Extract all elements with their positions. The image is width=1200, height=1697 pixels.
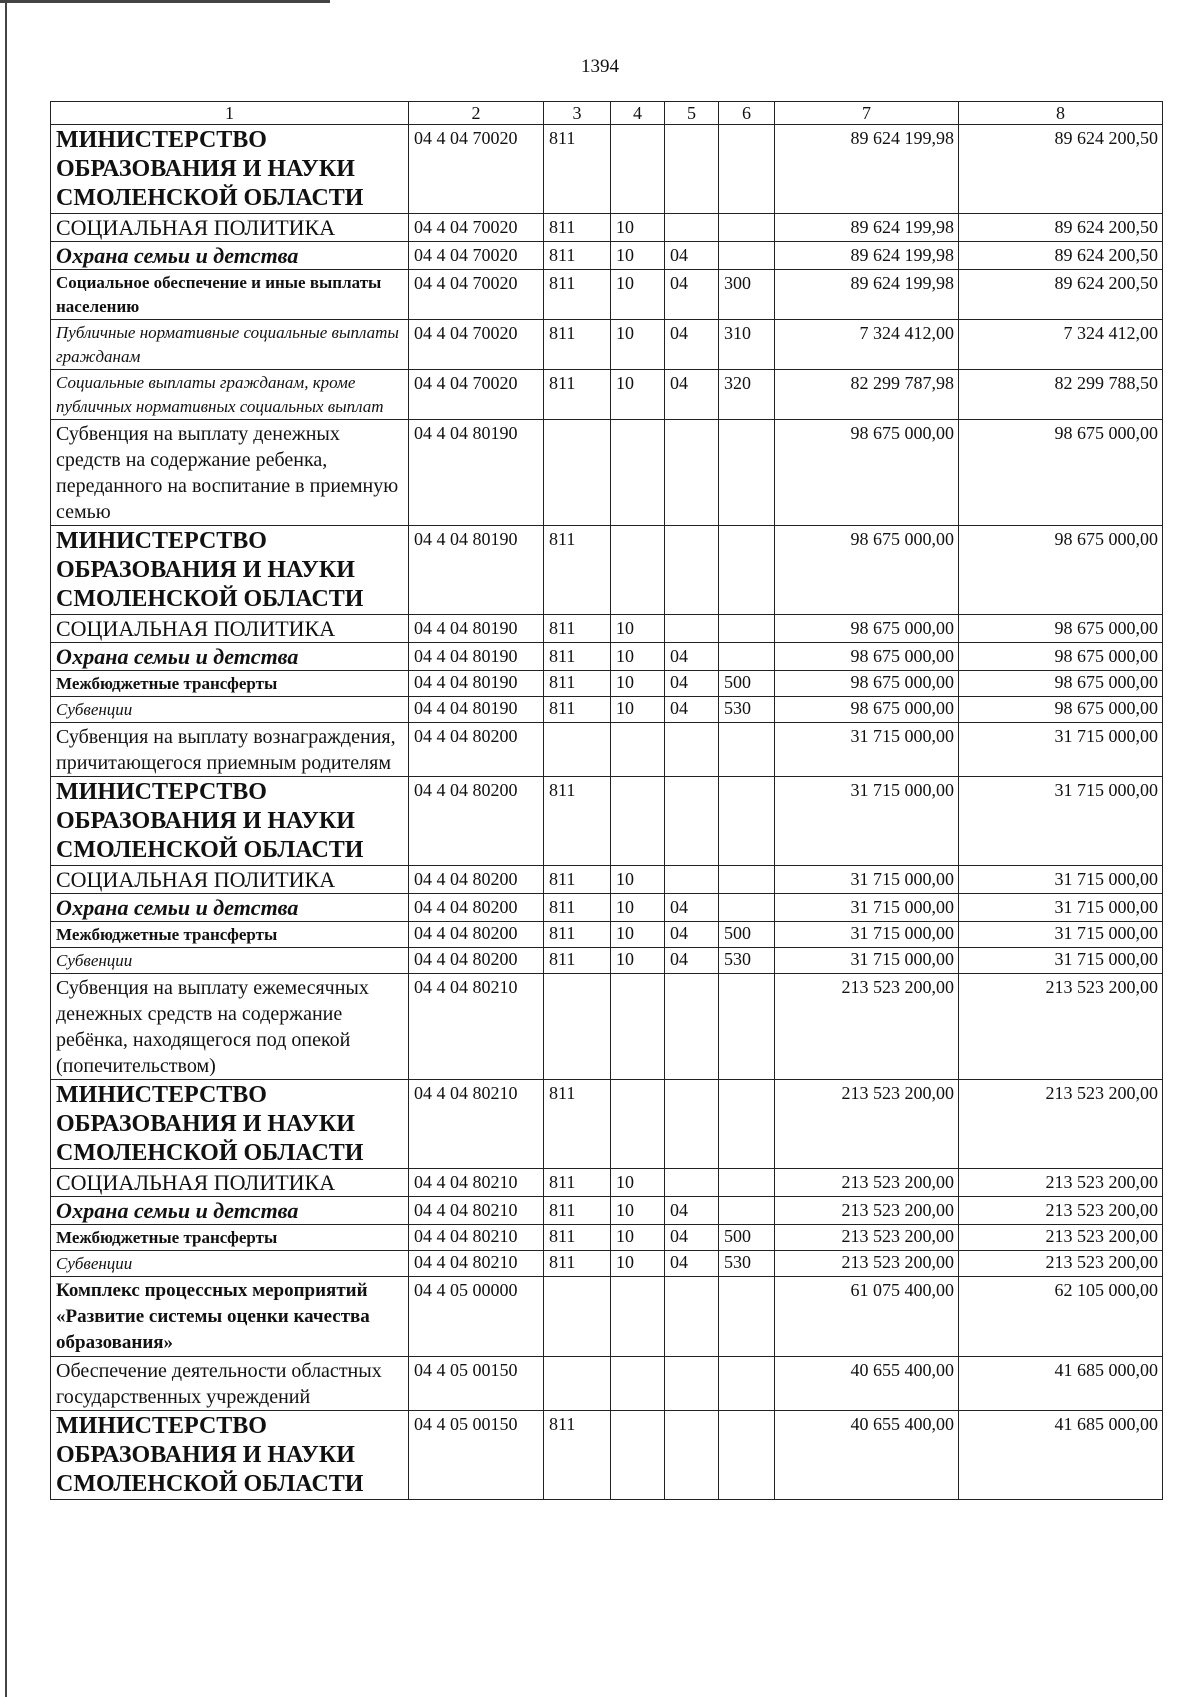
amount-col8-cell: 82 299 788,50 (959, 370, 1163, 420)
amount-col7-cell: 98 675 000,00 (775, 615, 959, 643)
table-row (51, 643, 1163, 671)
target-code-cell: 04 4 04 80190 (409, 526, 544, 615)
target-code-cell: 04 4 04 80210 (409, 1197, 544, 1225)
table-row (51, 894, 1163, 922)
subsection-code-cell (665, 777, 719, 866)
amount-col7-cell: 213 523 200,00 (775, 974, 959, 1080)
section-code-cell (611, 125, 665, 214)
subsection-code-cell: 04 (665, 894, 719, 922)
amount-col7-cell: 89 624 199,98 (775, 242, 959, 270)
column-header: 4 (611, 102, 665, 125)
section-code-cell (611, 723, 665, 777)
amount-col7-cell: 213 523 200,00 (775, 1197, 959, 1225)
table-row (51, 526, 1163, 615)
target-code-cell: 04 4 04 80190 (409, 615, 544, 643)
subsection-code-cell: 04 (665, 948, 719, 974)
expense-type-cell: 500 (719, 922, 775, 948)
row-name-cell: Охрана семьи и детства (51, 894, 409, 922)
target-code-cell: 04 4 04 80200 (409, 894, 544, 922)
ministry-code-cell: 811 (544, 1197, 611, 1225)
amount-col7-cell: 89 624 199,98 (775, 270, 959, 320)
section-code-cell: 10 (611, 866, 665, 894)
table-row (51, 270, 1163, 320)
ministry-code-cell: 811 (544, 526, 611, 615)
row-name-cell: Комплекс процессных мероприятий «Развитие системы оценки качества образования» (51, 1277, 409, 1357)
amount-col8-cell: 213 523 200,00 (959, 1197, 1163, 1225)
expense-type-cell (719, 1411, 775, 1500)
column-header: 1 (51, 102, 409, 125)
target-code-cell: 04 4 04 80190 (409, 671, 544, 697)
target-code-cell: 04 4 04 80190 (409, 420, 544, 526)
amount-col7-cell: 98 675 000,00 (775, 671, 959, 697)
expense-type-cell: 310 (719, 320, 775, 370)
table-row (51, 1411, 1163, 1500)
target-code-cell: 04 4 04 80190 (409, 697, 544, 723)
table-row (51, 1197, 1163, 1225)
table-row (51, 1251, 1163, 1277)
target-code-cell: 04 4 04 70020 (409, 214, 544, 242)
amount-col7-cell: 89 624 199,98 (775, 214, 959, 242)
row-name-cell: Межбюджетные трансферты (51, 1225, 409, 1251)
target-code-cell: 04 4 04 70020 (409, 270, 544, 320)
amount-col8-cell: 31 715 000,00 (959, 894, 1163, 922)
expense-type-cell: 500 (719, 1225, 775, 1251)
subsection-code-cell (665, 1169, 719, 1197)
table-row (51, 1357, 1163, 1411)
amount-col8-cell: 213 523 200,00 (959, 1225, 1163, 1251)
page-number: 1394 (581, 56, 619, 77)
ministry-code-cell: 811 (544, 922, 611, 948)
table-row (51, 697, 1163, 723)
table-row (51, 866, 1163, 894)
amount-col8-cell: 41 685 000,00 (959, 1411, 1163, 1500)
column-header: 3 (544, 102, 611, 125)
amount-col7-cell: 31 715 000,00 (775, 948, 959, 974)
expense-type-cell (719, 894, 775, 922)
row-name-cell: МИНИСТЕРСТВО ОБРАЗОВАНИЯ И НАУКИ СМОЛЕНСКОЙ ОБЛАСТИ (51, 1080, 409, 1169)
expense-type-cell: 530 (719, 697, 775, 723)
ministry-code-cell (544, 1277, 611, 1357)
subsection-code-cell (665, 1080, 719, 1169)
expense-type-cell (719, 125, 775, 214)
ministry-code-cell: 811 (544, 948, 611, 974)
section-code-cell (611, 777, 665, 866)
ministry-code-cell: 811 (544, 671, 611, 697)
section-code-cell (611, 420, 665, 526)
ministry-code-cell: 811 (544, 1080, 611, 1169)
subsection-code-cell: 04 (665, 270, 719, 320)
row-name-cell: Субвенции (51, 697, 409, 723)
section-code-cell: 10 (611, 214, 665, 242)
amount-col7-cell: 89 624 199,98 (775, 125, 959, 214)
amount-col7-cell: 98 675 000,00 (775, 643, 959, 671)
target-code-cell: 04 4 04 80200 (409, 866, 544, 894)
amount-col7-cell: 61 075 400,00 (775, 1277, 959, 1357)
amount-col8-cell: 89 624 200,50 (959, 125, 1163, 214)
row-name-cell: Межбюджетные трансферты (51, 671, 409, 697)
table-row (51, 1225, 1163, 1251)
row-name-cell: МИНИСТЕРСТВО ОБРАЗОВАНИЯ И НАУКИ СМОЛЕНСКОЙ ОБЛАСТИ (51, 1411, 409, 1500)
section-code-cell: 10 (611, 643, 665, 671)
row-name-cell: Субвенция на выплату денежных средств на содержание ребенка, переданного на воспитание в приемную семью (51, 420, 409, 526)
amount-col7-cell: 213 523 200,00 (775, 1169, 959, 1197)
target-code-cell: 04 4 05 00150 (409, 1411, 544, 1500)
section-code-cell (611, 1411, 665, 1500)
expense-type-cell: 300 (719, 270, 775, 320)
row-name-cell: Субвенция на выплату ежемесячных денежных средств на содержание ребёнка, находящегося под опекой (попечительством) (51, 974, 409, 1080)
table-row (51, 242, 1163, 270)
subsection-code-cell (665, 1277, 719, 1357)
ministry-code-cell: 811 (544, 1225, 611, 1251)
ministry-code-cell: 811 (544, 125, 611, 214)
subsection-code-cell (665, 214, 719, 242)
expense-type-cell (719, 526, 775, 615)
ministry-code-cell: 811 (544, 270, 611, 320)
section-code-cell (611, 1080, 665, 1169)
amount-col8-cell: 31 715 000,00 (959, 922, 1163, 948)
section-code-cell (611, 1277, 665, 1357)
amount-col7-cell: 98 675 000,00 (775, 420, 959, 526)
subsection-code-cell (665, 526, 719, 615)
ministry-code-cell (544, 723, 611, 777)
table-row (51, 420, 1163, 526)
amount-col7-cell: 40 655 400,00 (775, 1357, 959, 1411)
page-top-edge (0, 0, 330, 3)
table-row (51, 320, 1163, 370)
section-code-cell: 10 (611, 370, 665, 420)
section-code-cell: 10 (611, 671, 665, 697)
budget-table (50, 101, 1163, 1500)
amount-col8-cell: 31 715 000,00 (959, 948, 1163, 974)
section-code-cell: 10 (611, 894, 665, 922)
subsection-code-cell: 04 (665, 1225, 719, 1251)
subsection-code-cell (665, 1357, 719, 1411)
row-name-cell: Субвенция на выплату вознаграждения, причитающегося приемным родителям (51, 723, 409, 777)
subsection-code-cell: 04 (665, 370, 719, 420)
subsection-code-cell: 04 (665, 697, 719, 723)
target-code-cell: 04 4 04 80210 (409, 1225, 544, 1251)
subsection-code-cell (665, 866, 719, 894)
amount-col7-cell: 82 299 787,98 (775, 370, 959, 420)
subsection-code-cell (665, 125, 719, 214)
ministry-code-cell: 811 (544, 1251, 611, 1277)
row-name-cell: Субвенции (51, 1251, 409, 1277)
target-code-cell: 04 4 04 70020 (409, 125, 544, 214)
ministry-code-cell: 811 (544, 242, 611, 270)
amount-col7-cell: 31 715 000,00 (775, 922, 959, 948)
amount-col7-cell: 213 523 200,00 (775, 1251, 959, 1277)
table-row (51, 125, 1163, 214)
amount-col7-cell: 7 324 412,00 (775, 320, 959, 370)
target-code-cell: 04 4 04 80190 (409, 643, 544, 671)
table-row (51, 370, 1163, 420)
amount-col7-cell: 31 715 000,00 (775, 777, 959, 866)
section-code-cell: 10 (611, 242, 665, 270)
row-name-cell: СОЦИАЛЬНАЯ ПОЛИТИКА (51, 1169, 409, 1197)
section-code-cell: 10 (611, 1251, 665, 1277)
target-code-cell: 04 4 04 80210 (409, 1169, 544, 1197)
ministry-code-cell: 811 (544, 697, 611, 723)
row-name-cell: Обеспечение деятельности областных государственных учреждений (51, 1357, 409, 1411)
target-code-cell: 04 4 04 70020 (409, 320, 544, 370)
section-code-cell (611, 526, 665, 615)
table-row (51, 1277, 1163, 1357)
row-name-cell: СОЦИАЛЬНАЯ ПОЛИТИКА (51, 866, 409, 894)
amount-col7-cell: 213 523 200,00 (775, 1080, 959, 1169)
ministry-code-cell: 811 (544, 866, 611, 894)
amount-col8-cell: 62 105 000,00 (959, 1277, 1163, 1357)
table-row (51, 723, 1163, 777)
expense-type-cell: 530 (719, 948, 775, 974)
table-row (51, 1080, 1163, 1169)
amount-col8-cell: 31 715 000,00 (959, 723, 1163, 777)
subsection-code-cell: 04 (665, 242, 719, 270)
amount-col7-cell: 98 675 000,00 (775, 697, 959, 723)
row-name-cell: Субвенции (51, 948, 409, 974)
subsection-code-cell (665, 723, 719, 777)
ministry-code-cell: 811 (544, 1411, 611, 1500)
row-name-cell: Охрана семьи и детства (51, 643, 409, 671)
section-code-cell: 10 (611, 270, 665, 320)
ministry-code-cell: 811 (544, 643, 611, 671)
expense-type-cell: 320 (719, 370, 775, 420)
expense-type-cell (719, 1169, 775, 1197)
expense-type-cell (719, 1277, 775, 1357)
row-name-cell: СОЦИАЛЬНАЯ ПОЛИТИКА (51, 214, 409, 242)
table-body (51, 125, 1163, 1500)
section-code-cell (611, 974, 665, 1080)
expense-type-cell (719, 643, 775, 671)
target-code-cell: 04 4 04 80210 (409, 1251, 544, 1277)
column-header: 7 (775, 102, 959, 125)
row-name-cell: Публичные нормативные социальные выплаты гражданам (51, 320, 409, 370)
table-row (51, 1169, 1163, 1197)
row-name-cell: МИНИСТЕРСТВО ОБРАЗОВАНИЯ И НАУКИ СМОЛЕНСКОЙ ОБЛАСТИ (51, 526, 409, 615)
ministry-code-cell (544, 420, 611, 526)
target-code-cell: 04 4 04 80210 (409, 974, 544, 1080)
amount-col7-cell: 213 523 200,00 (775, 1225, 959, 1251)
expense-type-cell (719, 1357, 775, 1411)
table-row (51, 615, 1163, 643)
amount-col7-cell: 40 655 400,00 (775, 1411, 959, 1500)
page-left-edge (5, 0, 7, 1697)
amount-col8-cell: 41 685 000,00 (959, 1357, 1163, 1411)
table-row (51, 948, 1163, 974)
expense-type-cell (719, 1080, 775, 1169)
amount-col8-cell: 31 715 000,00 (959, 777, 1163, 866)
amount-col8-cell: 213 523 200,00 (959, 1080, 1163, 1169)
expense-type-cell: 530 (719, 1251, 775, 1277)
target-code-cell: 04 4 04 70020 (409, 242, 544, 270)
ministry-code-cell: 811 (544, 894, 611, 922)
amount-col8-cell: 31 715 000,00 (959, 866, 1163, 894)
expense-type-cell: 500 (719, 671, 775, 697)
section-code-cell: 10 (611, 948, 665, 974)
expense-type-cell (719, 615, 775, 643)
amount-col8-cell: 98 675 000,00 (959, 697, 1163, 723)
expense-type-cell (719, 420, 775, 526)
subsection-code-cell (665, 615, 719, 643)
section-code-cell: 10 (611, 615, 665, 643)
ministry-code-cell (544, 974, 611, 1080)
ministry-code-cell: 811 (544, 370, 611, 420)
section-code-cell: 10 (611, 697, 665, 723)
column-header: 6 (719, 102, 775, 125)
amount-col7-cell: 31 715 000,00 (775, 723, 959, 777)
ministry-code-cell: 811 (544, 1169, 611, 1197)
expense-type-cell (719, 974, 775, 1080)
expense-type-cell (719, 866, 775, 894)
subsection-code-cell: 04 (665, 671, 719, 697)
expense-type-cell (719, 723, 775, 777)
expense-type-cell (719, 1197, 775, 1225)
row-name-cell: Охрана семьи и детства (51, 1197, 409, 1225)
expense-type-cell (719, 777, 775, 866)
row-name-cell: СОЦИАЛЬНАЯ ПОЛИТИКА (51, 615, 409, 643)
table-row (51, 974, 1163, 1080)
amount-col8-cell: 89 624 200,50 (959, 270, 1163, 320)
subsection-code-cell (665, 420, 719, 526)
subsection-code-cell: 04 (665, 922, 719, 948)
target-code-cell: 04 4 04 80200 (409, 723, 544, 777)
amount-col8-cell: 213 523 200,00 (959, 974, 1163, 1080)
amount-col8-cell: 213 523 200,00 (959, 1251, 1163, 1277)
subsection-code-cell: 04 (665, 643, 719, 671)
amount-col7-cell: 31 715 000,00 (775, 894, 959, 922)
section-code-cell: 10 (611, 1225, 665, 1251)
amount-col7-cell: 31 715 000,00 (775, 866, 959, 894)
table-row (51, 671, 1163, 697)
amount-col8-cell: 98 675 000,00 (959, 420, 1163, 526)
amount-col7-cell: 98 675 000,00 (775, 526, 959, 615)
ministry-code-cell: 811 (544, 777, 611, 866)
row-name-cell: Социальное обеспечение и иные выплаты населению (51, 270, 409, 320)
target-code-cell: 04 4 05 00150 (409, 1357, 544, 1411)
target-code-cell: 04 4 04 80210 (409, 1080, 544, 1169)
ministry-code-cell: 811 (544, 214, 611, 242)
section-code-cell: 10 (611, 922, 665, 948)
ministry-code-cell: 811 (544, 320, 611, 370)
column-header: 2 (409, 102, 544, 125)
table-row (51, 922, 1163, 948)
amount-col8-cell: 98 675 000,00 (959, 526, 1163, 615)
section-code-cell: 10 (611, 1169, 665, 1197)
row-name-cell: МИНИСТЕРСТВО ОБРАЗОВАНИЯ И НАУКИ СМОЛЕНСКОЙ ОБЛАСТИ (51, 777, 409, 866)
table-row (51, 214, 1163, 242)
target-code-cell: 04 4 04 80200 (409, 948, 544, 974)
target-code-cell: 04 4 05 00000 (409, 1277, 544, 1357)
subsection-code-cell: 04 (665, 1197, 719, 1225)
amount-col8-cell: 7 324 412,00 (959, 320, 1163, 370)
section-code-cell: 10 (611, 320, 665, 370)
ministry-code-cell (544, 1357, 611, 1411)
table-row (51, 777, 1163, 866)
ministry-code-cell: 811 (544, 615, 611, 643)
target-code-cell: 04 4 04 70020 (409, 370, 544, 420)
amount-col8-cell: 213 523 200,00 (959, 1169, 1163, 1197)
expense-type-cell (719, 242, 775, 270)
subsection-code-cell: 04 (665, 320, 719, 370)
expense-type-cell (719, 214, 775, 242)
target-code-cell: 04 4 04 80200 (409, 922, 544, 948)
amount-col8-cell: 89 624 200,50 (959, 242, 1163, 270)
amount-col8-cell: 98 675 000,00 (959, 671, 1163, 697)
subsection-code-cell: 04 (665, 1251, 719, 1277)
section-code-cell: 10 (611, 1197, 665, 1225)
column-header: 5 (665, 102, 719, 125)
column-number-row (51, 102, 1163, 125)
amount-col8-cell: 98 675 000,00 (959, 643, 1163, 671)
row-name-cell: Социальные выплаты гражданам, кроме публичных нормативных социальных выплат (51, 370, 409, 420)
row-name-cell: МИНИСТЕРСТВО ОБРАЗОВАНИЯ И НАУКИ СМОЛЕНСКОЙ ОБЛАСТИ (51, 125, 409, 214)
target-code-cell: 04 4 04 80200 (409, 777, 544, 866)
column-header: 8 (959, 102, 1163, 125)
row-name-cell: Охрана семьи и детства (51, 242, 409, 270)
subsection-code-cell (665, 974, 719, 1080)
amount-col8-cell: 89 624 200,50 (959, 214, 1163, 242)
section-code-cell (611, 1357, 665, 1411)
subsection-code-cell (665, 1411, 719, 1500)
row-name-cell: Межбюджетные трансферты (51, 922, 409, 948)
amount-col8-cell: 98 675 000,00 (959, 615, 1163, 643)
